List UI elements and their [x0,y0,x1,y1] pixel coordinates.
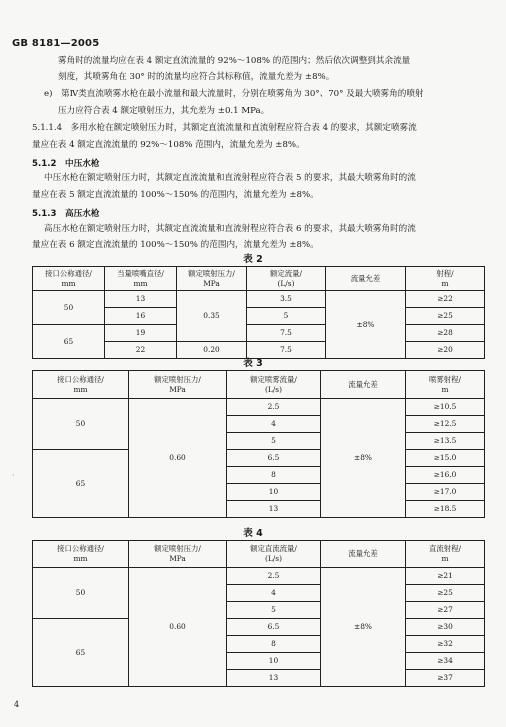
table-2 [32,266,485,359]
table-cell: 4 [227,585,321,602]
table-cell: ≥34 [406,653,485,670]
paragraph-line: 中压水枪在额定喷射压力时，其额定直流流量和直流射程应符合表 5 的要求，其最大喷雾角时的流 [44,173,416,183]
table-cell: 10 [227,484,321,501]
column-header: 额定喷射压力/ MPa [129,371,227,399]
table-cell: ≥22 [406,291,485,308]
table-cell: 7.5 [247,325,326,342]
paragraph-line: 量应在表 6 额定直流流量的 100%～150% 的范围内，流量允差为 ±8%。 [32,240,319,250]
table-row [33,568,485,585]
column-header: 额定喷雾流量/ (L/s) [227,371,321,399]
table-cell: 0.35 [177,291,247,342]
table-cell: ≥32 [406,636,485,653]
table-cell: 4 [227,416,321,433]
table-4 [32,540,485,687]
table-cell: ≥27 [406,602,485,619]
paragraph-line: 雾角时的流量均应在表 4 额定直流流量的 92%～108% 的范围内；然后依次调整到其余流量 [58,56,411,66]
table-cell: ≥25 [406,308,485,325]
table-row [33,619,485,636]
table-cell: ≥10.5 [406,399,485,416]
column-header: 接口公称通径/ mm [33,371,129,399]
table-2-caption: 表 2 [243,254,263,265]
table-cell: 65 [33,325,105,359]
column-header: 接口公称通径/ mm [33,267,105,291]
table-cell: ≥12.5 [406,416,485,433]
table-4-caption: 表 4 [243,528,263,539]
table-row [33,325,485,342]
table-row [33,450,485,467]
paragraph-line: 5.1.1.4 多用水枪在额定喷射压力时，其额定直流流量和直流射程应符合表 4 的要求，其额定喷雾流 [32,123,417,133]
table-cell: ≥30 [406,619,485,636]
table-cell: 16 [105,308,177,325]
table-cell: 13 [105,291,177,308]
table-cell: ≥16.0 [406,467,485,484]
table-cell: 5 [227,602,321,619]
scan-speck: · [12,471,15,480]
table-cell: 6.5 [227,619,321,636]
table-cell: 22 [105,342,177,359]
column-header: 流量允差 [321,541,406,568]
column-header: 额定直流流量/ (L/s) [227,541,321,568]
column-header: 流量允差 [321,371,406,399]
table-header-row [33,371,485,399]
table-cell: 50 [33,291,105,325]
table-cell: ±8% [321,568,406,687]
table-cell: ±8% [321,399,406,518]
column-header: 额定流量/ (L/s) [247,267,326,291]
table-cell: 19 [105,325,177,342]
column-header: 喷雾射程/ m [406,371,485,399]
table-cell: 7.5 [247,342,326,359]
table-cell: ≥28 [406,325,485,342]
table-cell: 50 [33,568,129,619]
column-header: 接口公称通径/ mm [33,541,129,568]
paragraph-line: 高压水枪在额定喷射压力时，其额定直流流量和直流射程应符合表 6 的要求，其最大喷雾角时的流 [44,224,416,234]
table-cell: 50 [33,399,129,450]
table-cell: 2.5 [227,568,321,585]
table-cell: 0.60 [129,399,227,518]
table-header-row [33,267,485,291]
column-header: 射程/ m [406,267,485,291]
table-cell: 5 [247,308,326,325]
section-heading-5-1-3: 5.1.3 高压水枪 [32,209,100,219]
paragraph-line: 压力应符合表 4 额定喷射压力，其允差为 ±0.1 MPa。 [58,106,270,116]
table-cell: 2.5 [227,399,321,416]
table-3-caption: 表 3 [243,358,263,369]
standard-code: GB 8181—2005 [12,38,100,49]
table-cell: ≥20 [406,342,485,359]
column-header: 额定喷射压力/ MPa [129,541,227,568]
table-cell: ≥37 [406,670,485,687]
column-header: 直流射程/ m [406,541,485,568]
table-cell: ≥21 [406,568,485,585]
table-cell: ≥17.0 [406,484,485,501]
table-cell: 6.5 [227,450,321,467]
section-heading-5-1-2: 5.1.2 中压水枪 [32,159,100,169]
table-cell: 10 [227,653,321,670]
table-cell: 8 [227,467,321,484]
table-cell: 65 [33,450,129,518]
table-cell: 13 [227,501,321,518]
table-cell: 3.5 [247,291,326,308]
column-header: 当量喷嘴直径/ mm [105,267,177,291]
paragraph-line: 刻度，其喷雾角在 30° 时的流量均应符合其标称值，流量允差为 ±8%。 [58,72,335,82]
table-cell: ≥15.0 [406,450,485,467]
paragraph-line: e) 第Ⅳ类直流喷雾水枪在最小流量和最大流量时，分别在喷雾角为 30°、70° 及最大喷雾角的喷射 [44,89,424,99]
table-cell: ±8% [326,291,406,359]
table-cell: ≥25 [406,585,485,602]
table-row [33,291,485,308]
paragraph-line: 量应在表 5 额定直流流量的 100%～150% 的范围内，流量允差为 ±8%。 [32,190,319,200]
table-cell: 0.60 [129,568,227,687]
table-cell: 0.20 [177,342,247,359]
column-header: 流量允差 [326,267,406,291]
table-header-row [33,541,485,568]
table-row [33,399,485,416]
paragraph-line: 量应在表 4 额定直流流量的 92%～108% 范围内，流量允差为 ±8%。 [32,140,305,150]
table-cell: 5 [227,433,321,450]
table-cell: 65 [33,619,129,687]
table-3 [32,370,485,518]
page-number: 4 [14,700,20,709]
table-cell: 8 [227,636,321,653]
table-cell: ≥18.5 [406,501,485,518]
column-header: 额定喷射压力/ MPa [177,267,247,291]
table-cell: ≥13.5 [406,433,485,450]
table-cell: 13 [227,670,321,687]
